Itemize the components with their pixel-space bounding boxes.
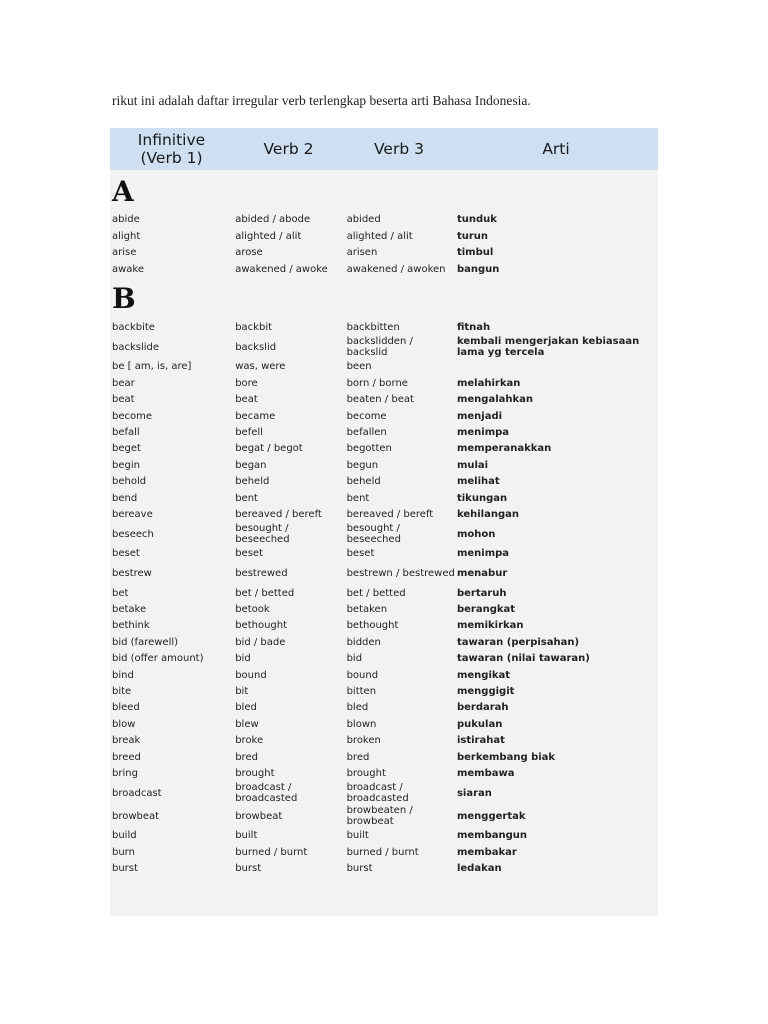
verb1-cell: be [ am, is, are] bbox=[112, 361, 192, 373]
table-row bbox=[110, 651, 658, 667]
table-row bbox=[110, 228, 658, 244]
verb2-cell: bit bbox=[235, 686, 249, 698]
verb1-cell: burst bbox=[112, 863, 138, 875]
verb2-cell: bid bbox=[235, 653, 251, 665]
verb2-cell: began bbox=[235, 459, 267, 471]
irregular-verb-table bbox=[110, 128, 658, 916]
arti-cell: kehilangan bbox=[456, 508, 519, 520]
verb1-cell: awake bbox=[112, 263, 145, 275]
verb2-cell: built bbox=[235, 830, 258, 842]
arti-cell: bangun bbox=[456, 263, 500, 275]
table-row bbox=[110, 618, 658, 634]
verb1-cell: beseech bbox=[112, 528, 154, 540]
table-row bbox=[110, 336, 658, 359]
verb1-cell: browbeat bbox=[112, 810, 160, 822]
arti-cell: membawa bbox=[456, 767, 515, 779]
table-row bbox=[110, 441, 658, 457]
table-row bbox=[110, 375, 658, 391]
verb2-cell: burst bbox=[235, 863, 262, 875]
verb2-cell: bid / bade bbox=[235, 636, 286, 648]
verb1-cell: bet bbox=[112, 587, 129, 599]
table-row bbox=[110, 490, 658, 506]
table-row bbox=[110, 457, 658, 473]
arti-cell: fitnah bbox=[456, 322, 491, 333]
table-row bbox=[110, 562, 658, 585]
table-row bbox=[110, 212, 658, 228]
verb2-cell: awakened / awoke bbox=[235, 263, 328, 275]
verb2-cell: broadcast / broadcasted bbox=[235, 781, 298, 805]
verb3-cell: built bbox=[346, 830, 369, 842]
verb3-cell: bereaved / bereft bbox=[346, 508, 434, 520]
arti-cell: tawaran (nilai tawaran) bbox=[456, 653, 590, 665]
table-row bbox=[110, 749, 658, 765]
verb2-cell: arose bbox=[235, 247, 263, 259]
table-row bbox=[110, 245, 658, 261]
header-infinitive-line2: (Verb 1) bbox=[140, 149, 203, 167]
verb1-cell: break bbox=[112, 735, 141, 747]
verb3-cell: bestrewn / bestrewed bbox=[346, 568, 455, 579]
verb1-cell: bear bbox=[112, 377, 135, 389]
arti-cell: mengalahkan bbox=[456, 394, 534, 406]
section-letter: A bbox=[112, 174, 134, 208]
verb3-cell: arisen bbox=[346, 247, 378, 259]
verb3-cell: bet / betted bbox=[346, 587, 406, 599]
arti-cell: ledakan bbox=[456, 863, 502, 875]
arti-cell: mohon bbox=[456, 528, 496, 540]
table-row bbox=[110, 861, 658, 877]
verb2-cell: blew bbox=[235, 718, 259, 730]
verb1-cell: abide bbox=[112, 214, 140, 226]
arti-cell: istirahat bbox=[456, 735, 505, 747]
table-row bbox=[110, 766, 658, 782]
arti-cell: berdarah bbox=[456, 702, 509, 714]
arti-cell: menggigit bbox=[456, 686, 515, 698]
verb1-cell: alight bbox=[112, 230, 141, 242]
arti-cell: mengikat bbox=[456, 669, 511, 681]
verb1-cell: bind bbox=[112, 669, 134, 681]
arti-cell: melihat bbox=[456, 476, 500, 488]
verb1-cell: beat bbox=[112, 394, 135, 406]
verb2-cell: bethought bbox=[235, 620, 288, 632]
verb1-cell: arise bbox=[112, 247, 137, 259]
verb1-cell: bid (offer amount) bbox=[112, 653, 204, 665]
table-row bbox=[110, 392, 658, 408]
arti-cell: mulai bbox=[456, 459, 489, 471]
arti-cell: menimpa bbox=[456, 426, 510, 438]
verb2-cell: was, were bbox=[235, 361, 286, 373]
verb3-cell: burst bbox=[346, 863, 373, 875]
verb3-cell: bitten bbox=[346, 686, 377, 698]
verb1-cell: blow bbox=[112, 718, 136, 730]
header-infinitive bbox=[110, 131, 233, 167]
arti-cell: tawaran (perpisahan) bbox=[456, 636, 580, 648]
arti-cell: membangun bbox=[456, 830, 528, 842]
verb2-cell: became bbox=[235, 410, 276, 422]
arti-cell: melahirkan bbox=[456, 377, 521, 389]
verb2-cell: bent bbox=[235, 492, 258, 504]
verb1-cell: begin bbox=[112, 459, 140, 471]
table-row bbox=[110, 733, 658, 749]
arti-cell: menabur bbox=[456, 568, 508, 579]
verb3-cell: bent bbox=[346, 492, 370, 504]
verb3-cell: broken bbox=[346, 735, 381, 747]
verb3-cell: begotten bbox=[346, 443, 392, 455]
arti-cell: timbul bbox=[456, 247, 494, 259]
verb3-cell: bound bbox=[346, 669, 379, 681]
table-row bbox=[110, 782, 658, 805]
header-verb2: Verb 2 bbox=[263, 140, 314, 158]
verb3-cell: begun bbox=[346, 459, 379, 471]
verb3-cell: alighted / alit bbox=[346, 230, 413, 242]
verb2-cell: beset bbox=[235, 548, 263, 560]
verb1-cell: bring bbox=[112, 767, 138, 779]
section-letter-row bbox=[110, 170, 658, 212]
table-body bbox=[110, 170, 658, 877]
arti-cell: menimpa bbox=[456, 548, 510, 560]
verb1-cell: beget bbox=[112, 443, 141, 455]
verb3-cell: backbitten bbox=[346, 322, 400, 333]
table-row bbox=[110, 602, 658, 618]
verb3-cell: bethought bbox=[346, 620, 399, 632]
verb2-cell: broke bbox=[235, 735, 264, 747]
table-row bbox=[110, 408, 658, 424]
verb1-cell: backbite bbox=[112, 322, 155, 333]
verb2-cell: befell bbox=[235, 426, 263, 438]
table-row bbox=[110, 684, 658, 700]
arti-cell: memikirkan bbox=[456, 620, 524, 632]
arti-cell: turun bbox=[456, 230, 489, 242]
intro-text: rikut ini adalah daftar irregular verb terlengkap beserta arti Bahasa Indonesia. bbox=[112, 93, 531, 108]
arti-cell: membakar bbox=[456, 846, 517, 858]
section-letter-row bbox=[110, 278, 658, 320]
verb3-cell: become bbox=[346, 410, 387, 422]
verb1-cell: bid (farewell) bbox=[112, 636, 179, 648]
verb3-cell: abided bbox=[346, 214, 381, 226]
table-row bbox=[110, 700, 658, 716]
verb3-cell: befallen bbox=[346, 426, 387, 438]
verb1-cell: befall bbox=[112, 426, 140, 438]
verb3-cell: been bbox=[346, 361, 372, 373]
verb3-cell: beheld bbox=[346, 476, 381, 488]
arti-cell: tikungan bbox=[456, 492, 508, 504]
arti-cell: berkembang biak bbox=[456, 751, 556, 763]
table-row bbox=[110, 359, 658, 375]
verb1-cell: bite bbox=[112, 686, 132, 698]
verb3-cell: beset bbox=[346, 548, 375, 560]
table-header bbox=[110, 128, 658, 170]
verb3-cell: born / borne bbox=[346, 377, 408, 389]
verb3-cell: blown bbox=[346, 718, 377, 730]
verb1-cell: bethink bbox=[112, 620, 150, 632]
verb1-cell: broadcast bbox=[112, 787, 162, 799]
verb3-cell: bidden bbox=[346, 636, 381, 648]
verb1-cell: bend bbox=[112, 492, 138, 504]
verb2-cell: bled bbox=[235, 702, 257, 714]
verb1-cell: backslide bbox=[112, 341, 160, 353]
header-verb3: Verb 3 bbox=[374, 140, 424, 158]
table-row bbox=[110, 261, 658, 277]
table-row bbox=[110, 667, 658, 683]
verb1-cell: beset bbox=[112, 548, 140, 560]
verb3-cell: bid bbox=[346, 653, 363, 665]
table-row bbox=[110, 523, 658, 546]
verb3-cell: beaten / beat bbox=[346, 394, 414, 406]
verb2-cell: bore bbox=[235, 377, 258, 389]
verb2-cell: bestrewed bbox=[235, 568, 288, 579]
table-row bbox=[110, 634, 658, 650]
verb3-cell: betaken bbox=[346, 604, 388, 616]
verb2-cell: beheld bbox=[235, 476, 270, 488]
verb1-cell: breed bbox=[112, 751, 141, 763]
table-row bbox=[110, 805, 658, 828]
verb1-cell: bereave bbox=[112, 508, 153, 520]
verb2-cell: bet / betted bbox=[235, 587, 295, 599]
verb1-cell: behold bbox=[112, 476, 147, 488]
verb3-cell: burned / burnt bbox=[346, 846, 419, 858]
verb3-cell: browbeaten / browbeat bbox=[346, 804, 413, 828]
arti-cell: tunduk bbox=[456, 214, 497, 226]
verb2-cell: bred bbox=[235, 751, 258, 763]
verb2-cell: beat bbox=[235, 394, 258, 406]
table-row bbox=[110, 585, 658, 601]
verb1-cell: betake bbox=[112, 604, 147, 616]
table-row bbox=[110, 425, 658, 441]
verb2-cell: betook bbox=[235, 604, 270, 616]
verb3-cell: awakened / awoken bbox=[346, 263, 446, 275]
table-row bbox=[110, 506, 658, 522]
verb3-cell: brought bbox=[346, 767, 386, 779]
verb3-cell: bled bbox=[346, 702, 369, 714]
header-infinitive-line1: Infinitive bbox=[137, 131, 206, 149]
arti-cell: menggertak bbox=[456, 810, 526, 822]
table-row bbox=[110, 844, 658, 860]
table-row bbox=[110, 320, 658, 336]
verb1-cell: build bbox=[112, 830, 137, 842]
verb2-cell: abided / abode bbox=[235, 214, 311, 226]
table-row bbox=[110, 716, 658, 732]
arti-cell: pukulan bbox=[456, 718, 503, 730]
arti-cell: menjadi bbox=[456, 410, 503, 422]
verb2-cell: brought bbox=[235, 767, 275, 779]
arti-cell: memperanakkan bbox=[456, 443, 552, 455]
verb2-cell: browbeat bbox=[235, 810, 283, 822]
verb3-cell: broadcast / broadcasted bbox=[346, 781, 409, 805]
verb2-cell: bound bbox=[235, 669, 267, 681]
table-row bbox=[110, 546, 658, 562]
verb2-cell: backslid bbox=[235, 341, 277, 353]
verb2-cell: bereaved / bereft bbox=[235, 508, 322, 520]
section-letter: B bbox=[112, 282, 136, 316]
verb1-cell: burn bbox=[112, 846, 135, 858]
table-row bbox=[110, 828, 658, 844]
verb1-cell: become bbox=[112, 410, 153, 422]
arti-cell: siaran bbox=[456, 787, 492, 799]
arti-cell: bertaruh bbox=[456, 587, 507, 599]
verb1-cell: bleed bbox=[112, 702, 140, 714]
verb2-cell: backbit bbox=[235, 322, 273, 333]
verb3-cell: besought / beseeched bbox=[346, 522, 401, 546]
arti-cell: berangkat bbox=[456, 604, 516, 616]
verb2-cell: burned / burnt bbox=[235, 846, 308, 858]
verb2-cell: begat / begot bbox=[235, 443, 303, 455]
verb1-cell: bestrew bbox=[112, 568, 152, 579]
verb2-cell: besought / beseeched bbox=[235, 522, 290, 546]
arti-cell: kembali mengerjakan kebiasaan lama yg tercela bbox=[456, 335, 640, 359]
verb2-cell: alighted / alit bbox=[235, 230, 302, 242]
verb3-cell: backslidden / backslid bbox=[346, 335, 413, 359]
header-arti: Arti bbox=[542, 140, 570, 158]
table-row bbox=[110, 474, 658, 490]
verb3-cell: bred bbox=[346, 751, 370, 763]
